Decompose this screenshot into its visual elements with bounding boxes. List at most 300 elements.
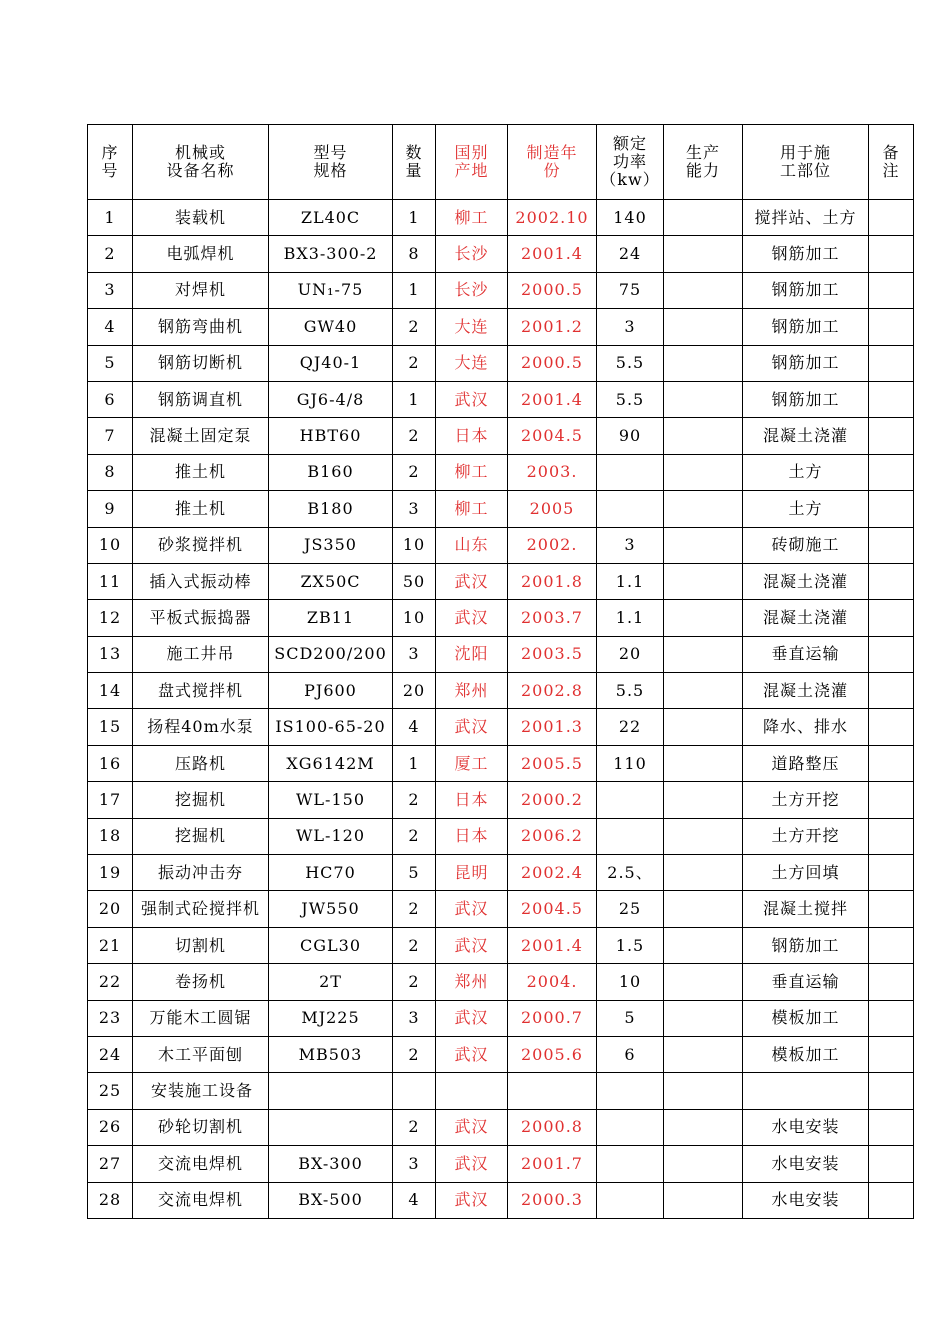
table-row (88, 855, 914, 891)
cell-note (869, 709, 914, 745)
cell-usage: 水电安装 (743, 1109, 869, 1145)
cell-capacity (664, 1146, 743, 1182)
cell-usage: 钢筋加工 (743, 309, 869, 345)
cell-qty: 2 (393, 345, 436, 381)
cell-power: 24 (597, 236, 664, 272)
table-row (88, 818, 914, 854)
cell-model: 2T (269, 964, 393, 1000)
cell-model: JS350 (269, 527, 393, 563)
header-year (508, 125, 597, 200)
cell-model: BX3-300-2 (269, 236, 393, 272)
table-row (88, 1073, 914, 1109)
cell-power: 6 (597, 1036, 664, 1072)
cell-qty: 1 (393, 745, 436, 781)
cell-note (869, 636, 914, 672)
header-line: 额定 (612, 134, 647, 153)
cell-year: 2004. (508, 964, 597, 1000)
header-origin (436, 125, 508, 200)
cell-origin: 长沙 (436, 272, 508, 308)
cell-note (869, 745, 914, 781)
cell-model: CGL30 (269, 927, 393, 963)
cell-power: 110 (597, 745, 664, 781)
table-row (88, 745, 914, 781)
cell-power: 1.1 (597, 563, 664, 599)
cell-year: 2003. (508, 454, 597, 490)
cell-power: 10 (597, 964, 664, 1000)
cell-origin: 大连 (436, 345, 508, 381)
cell-year: 2003.7 (508, 600, 597, 636)
cell-power: 1.1 (597, 600, 664, 636)
cell-usage: 垂直运输 (743, 636, 869, 672)
cell-capacity (664, 200, 743, 236)
header-line: 能力 (685, 161, 720, 180)
table-row (88, 563, 914, 599)
cell-power (597, 782, 664, 818)
cell-model: ZL40C (269, 200, 393, 236)
cell-power (597, 1073, 664, 1109)
cell-note (869, 818, 914, 854)
cell-note (869, 454, 914, 490)
cell-no: 18 (88, 818, 133, 854)
cell-qty: 4 (393, 709, 436, 745)
cell-note (869, 381, 914, 417)
cell-origin: 昆明 (436, 855, 508, 891)
cell-power: 140 (597, 200, 664, 236)
table-row (88, 527, 914, 563)
cell-year: 2002.10 (508, 200, 597, 236)
cell-model: WL-120 (269, 818, 393, 854)
cell-qty: 5 (393, 855, 436, 891)
header-capacity (664, 125, 743, 200)
cell-name: 振动冲击夯 (133, 855, 269, 891)
header-qty (393, 125, 436, 200)
cell-usage: 搅拌站、土方 (743, 200, 869, 236)
cell-model: MB503 (269, 1036, 393, 1072)
cell-year: 2000.5 (508, 345, 597, 381)
header-line: 设备名称 (166, 161, 235, 180)
cell-origin: 武汉 (436, 563, 508, 599)
cell-name: 砂浆搅拌机 (133, 527, 269, 563)
cell-origin: 郑州 (436, 673, 508, 709)
cell-qty: 1 (393, 200, 436, 236)
cell-note (869, 1000, 914, 1036)
cell-year: 2005.6 (508, 1036, 597, 1072)
cell-year: 2004.5 (508, 418, 597, 454)
cell-qty: 3 (393, 1146, 436, 1182)
cell-no: 27 (88, 1146, 133, 1182)
table-row (88, 345, 914, 381)
cell-usage: 降水、排水 (743, 709, 869, 745)
cell-origin: 郑州 (436, 964, 508, 1000)
cell-power: 90 (597, 418, 664, 454)
cell-year: 2005.5 (508, 745, 597, 781)
cell-no: 17 (88, 782, 133, 818)
cell-qty: 2 (393, 418, 436, 454)
cell-capacity (664, 236, 743, 272)
cell-name: 推土机 (133, 454, 269, 490)
cell-usage: 土方回填 (743, 855, 869, 891)
cell-no: 23 (88, 1000, 133, 1036)
cell-power (597, 454, 664, 490)
cell-no: 3 (88, 272, 133, 308)
cell-origin: 日本 (436, 818, 508, 854)
cell-capacity (664, 1109, 743, 1145)
cell-origin: 沈阳 (436, 636, 508, 672)
header-line: 制造年 (526, 143, 578, 162)
cell-name: 强制式砼搅拌机 (133, 891, 269, 927)
cell-model: WL-150 (269, 782, 393, 818)
cell-qty: 1 (393, 272, 436, 308)
cell-power: 75 (597, 272, 664, 308)
cell-name: 交流电焊机 (133, 1146, 269, 1182)
cell-model: HBT60 (269, 418, 393, 454)
cell-capacity (664, 600, 743, 636)
cell-note (869, 272, 914, 308)
cell-no: 25 (88, 1073, 133, 1109)
cell-no: 9 (88, 491, 133, 527)
cell-capacity (664, 1000, 743, 1036)
cell-model: JW550 (269, 891, 393, 927)
cell-note (869, 1109, 914, 1145)
cell-year: 2003.5 (508, 636, 597, 672)
cell-capacity (664, 709, 743, 745)
cell-capacity (664, 782, 743, 818)
cell-power: 3 (597, 309, 664, 345)
table-row (88, 491, 914, 527)
cell-name: 装载机 (133, 200, 269, 236)
cell-model: ZX50C (269, 563, 393, 599)
cell-no: 11 (88, 563, 133, 599)
cell-name: 卷扬机 (133, 964, 269, 1000)
header-line: 份 (543, 161, 561, 180)
table-row (88, 782, 914, 818)
cell-qty: 10 (393, 527, 436, 563)
cell-qty: 20 (393, 673, 436, 709)
cell-capacity (664, 636, 743, 672)
cell-no: 28 (88, 1182, 133, 1218)
cell-year: 2001.2 (508, 309, 597, 345)
cell-no: 21 (88, 927, 133, 963)
table-row (88, 1182, 914, 1218)
cell-power (597, 1182, 664, 1218)
header-line: 备 (882, 143, 900, 162)
cell-note (869, 1036, 914, 1072)
table-row (88, 1036, 914, 1072)
cell-model: BX-300 (269, 1146, 393, 1182)
cell-model: IS100-65-20 (269, 709, 393, 745)
cell-origin: 武汉 (436, 927, 508, 963)
cell-no: 22 (88, 964, 133, 1000)
cell-origin: 厦工 (436, 745, 508, 781)
cell-year (508, 1073, 597, 1109)
cell-note (869, 600, 914, 636)
table-row (88, 927, 914, 963)
cell-name: 电弧焊机 (133, 236, 269, 272)
cell-no: 20 (88, 891, 133, 927)
cell-year: 2004.5 (508, 891, 597, 927)
cell-no: 16 (88, 745, 133, 781)
cell-model: BX-500 (269, 1182, 393, 1218)
cell-year: 2002. (508, 527, 597, 563)
cell-year: 2001.4 (508, 236, 597, 272)
cell-qty: 50 (393, 563, 436, 599)
table-row (88, 309, 914, 345)
cell-power (597, 818, 664, 854)
header-power (597, 125, 664, 200)
cell-note (869, 491, 914, 527)
cell-capacity (664, 964, 743, 1000)
cell-model: GW40 (269, 309, 393, 345)
header-line: 生产 (685, 143, 720, 162)
header-line: 规格 (313, 161, 348, 180)
cell-capacity (664, 745, 743, 781)
cell-no: 12 (88, 600, 133, 636)
header-line: 号 (101, 161, 119, 180)
cell-usage: 钢筋加工 (743, 345, 869, 381)
header-line: 注 (882, 161, 900, 180)
cell-model: B160 (269, 454, 393, 490)
table-row (88, 1146, 914, 1182)
cell-year: 2002.4 (508, 855, 597, 891)
cell-qty: 4 (393, 1182, 436, 1218)
cell-usage: 模板加工 (743, 1036, 869, 1072)
cell-power: 25 (597, 891, 664, 927)
cell-year: 2001.3 (508, 709, 597, 745)
cell-model: SCD200/200 (269, 636, 393, 672)
cell-origin: 柳工 (436, 454, 508, 490)
cell-capacity (664, 927, 743, 963)
header-line: 功率 (612, 152, 647, 171)
cell-origin: 武汉 (436, 891, 508, 927)
cell-origin: 武汉 (436, 381, 508, 417)
cell-usage: 混凝土浇灌 (743, 563, 869, 599)
cell-usage: 钢筋加工 (743, 381, 869, 417)
cell-origin: 武汉 (436, 1146, 508, 1182)
cell-note (869, 964, 914, 1000)
cell-model (269, 1073, 393, 1109)
cell-capacity (664, 381, 743, 417)
cell-year: 2001.8 (508, 563, 597, 599)
cell-origin: 柳工 (436, 200, 508, 236)
header-line: 序 (101, 143, 119, 162)
header-line: 型号 (313, 143, 348, 162)
cell-qty: 3 (393, 1000, 436, 1036)
cell-note (869, 200, 914, 236)
cell-note (869, 309, 914, 345)
cell-qty: 3 (393, 636, 436, 672)
cell-usage (743, 1073, 869, 1109)
header-line: 产地 (454, 161, 489, 180)
cell-name: 交流电焊机 (133, 1182, 269, 1218)
header-note (869, 125, 914, 200)
cell-no: 5 (88, 345, 133, 381)
cell-origin: 大连 (436, 309, 508, 345)
cell-capacity (664, 1073, 743, 1109)
cell-year: 2000.5 (508, 272, 597, 308)
table-row (88, 1000, 914, 1036)
cell-capacity (664, 527, 743, 563)
cell-usage: 水电安装 (743, 1146, 869, 1182)
cell-qty: 2 (393, 309, 436, 345)
cell-no: 1 (88, 200, 133, 236)
cell-model: PJ600 (269, 673, 393, 709)
cell-no: 24 (88, 1036, 133, 1072)
cell-usage: 钢筋加工 (743, 236, 869, 272)
cell-origin: 武汉 (436, 1036, 508, 1072)
cell-name: 万能木工圆锯 (133, 1000, 269, 1036)
cell-usage: 钢筋加工 (743, 927, 869, 963)
cell-power: 22 (597, 709, 664, 745)
table-row (88, 454, 914, 490)
cell-no: 26 (88, 1109, 133, 1145)
cell-year: 2001.4 (508, 381, 597, 417)
cell-note (869, 563, 914, 599)
cell-model: QJ40-1 (269, 345, 393, 381)
cell-note (869, 1073, 914, 1109)
cell-note (869, 891, 914, 927)
cell-name: 钢筋切断机 (133, 345, 269, 381)
header-usage (743, 125, 869, 200)
cell-origin: 日本 (436, 418, 508, 454)
cell-year: 2001.4 (508, 927, 597, 963)
cell-origin: 柳工 (436, 491, 508, 527)
cell-name: 砂轮切割机 (133, 1109, 269, 1145)
cell-qty: 2 (393, 454, 436, 490)
cell-usage: 混凝土浇灌 (743, 600, 869, 636)
cell-name: 木工平面刨 (133, 1036, 269, 1072)
cell-note (869, 236, 914, 272)
cell-name: 插入式振动棒 (133, 563, 269, 599)
cell-capacity (664, 1036, 743, 1072)
cell-power (597, 1146, 664, 1182)
table-row (88, 272, 914, 308)
table-row (88, 709, 914, 745)
header-line: 用于施 (779, 143, 831, 162)
cell-power (597, 491, 664, 527)
cell-year: 2000.3 (508, 1182, 597, 1218)
cell-note (869, 418, 914, 454)
table-row (88, 200, 914, 236)
cell-note (869, 1146, 914, 1182)
cell-name: 挖掘机 (133, 782, 269, 818)
cell-origin: 武汉 (436, 600, 508, 636)
cell-year: 2002.8 (508, 673, 597, 709)
table-row (88, 673, 914, 709)
cell-name: 盘式搅拌机 (133, 673, 269, 709)
cell-usage: 模板加工 (743, 1000, 869, 1036)
cell-power: 3 (597, 527, 664, 563)
cell-name: 扬程40m水泵 (133, 709, 269, 745)
cell-capacity (664, 454, 743, 490)
cell-year: 2006.2 (508, 818, 597, 854)
cell-name: 对焊机 (133, 272, 269, 308)
cell-qty: 2 (393, 818, 436, 854)
cell-origin: 武汉 (436, 1182, 508, 1218)
cell-note (869, 345, 914, 381)
cell-qty: 2 (393, 1036, 436, 1072)
header-row (88, 125, 914, 200)
cell-model (269, 1109, 393, 1145)
cell-name: 钢筋弯曲机 (133, 309, 269, 345)
cell-usage: 土方开挖 (743, 782, 869, 818)
cell-year: 2000.8 (508, 1109, 597, 1145)
cell-qty: 1 (393, 381, 436, 417)
cell-capacity (664, 272, 743, 308)
cell-name: 推土机 (133, 491, 269, 527)
cell-no: 10 (88, 527, 133, 563)
cell-model: XG6142M (269, 745, 393, 781)
cell-no: 14 (88, 673, 133, 709)
cell-no: 13 (88, 636, 133, 672)
cell-capacity (664, 418, 743, 454)
cell-origin: 武汉 (436, 1109, 508, 1145)
cell-usage: 混凝土浇灌 (743, 673, 869, 709)
cell-power: 2.5、 (597, 855, 664, 891)
cell-note (869, 855, 914, 891)
cell-power: 1.5 (597, 927, 664, 963)
cell-usage: 土方开挖 (743, 818, 869, 854)
cell-qty (393, 1073, 436, 1109)
table-row (88, 236, 914, 272)
cell-model: B180 (269, 491, 393, 527)
cell-model: ZB11 (269, 600, 393, 636)
cell-usage: 混凝土浇灌 (743, 418, 869, 454)
cell-name: 挖掘机 (133, 818, 269, 854)
table-row (88, 600, 914, 636)
cell-year: 2001.7 (508, 1146, 597, 1182)
cell-power: 5 (597, 1000, 664, 1036)
cell-name: 钢筋调直机 (133, 381, 269, 417)
cell-no: 15 (88, 709, 133, 745)
cell-name: 平板式振捣器 (133, 600, 269, 636)
cell-model: HC70 (269, 855, 393, 891)
cell-no: 4 (88, 309, 133, 345)
cell-no: 7 (88, 418, 133, 454)
cell-power: 5.5 (597, 381, 664, 417)
header-model (269, 125, 393, 200)
table-row (88, 418, 914, 454)
cell-usage: 水电安装 (743, 1182, 869, 1218)
cell-origin: 武汉 (436, 709, 508, 745)
cell-name: 安装施工设备 (133, 1073, 269, 1109)
cell-usage: 土方 (743, 454, 869, 490)
cell-usage: 钢筋加工 (743, 272, 869, 308)
cell-power: 5.5 (597, 345, 664, 381)
cell-no: 19 (88, 855, 133, 891)
cell-qty: 8 (393, 236, 436, 272)
table-row (88, 891, 914, 927)
cell-power: 5.5 (597, 673, 664, 709)
table-row (88, 381, 914, 417)
cell-capacity (664, 309, 743, 345)
header-line: （kw） (600, 170, 660, 189)
cell-capacity (664, 1182, 743, 1218)
cell-power (597, 1109, 664, 1145)
table-body (88, 200, 914, 1219)
cell-qty: 2 (393, 782, 436, 818)
cell-usage: 土方 (743, 491, 869, 527)
cell-qty: 2 (393, 927, 436, 963)
cell-note (869, 782, 914, 818)
cell-capacity (664, 345, 743, 381)
cell-origin: 日本 (436, 782, 508, 818)
cell-model: MJ225 (269, 1000, 393, 1036)
cell-qty: 2 (393, 891, 436, 927)
cell-qty: 10 (393, 600, 436, 636)
cell-origin: 长沙 (436, 236, 508, 272)
table-row (88, 636, 914, 672)
cell-capacity (664, 673, 743, 709)
